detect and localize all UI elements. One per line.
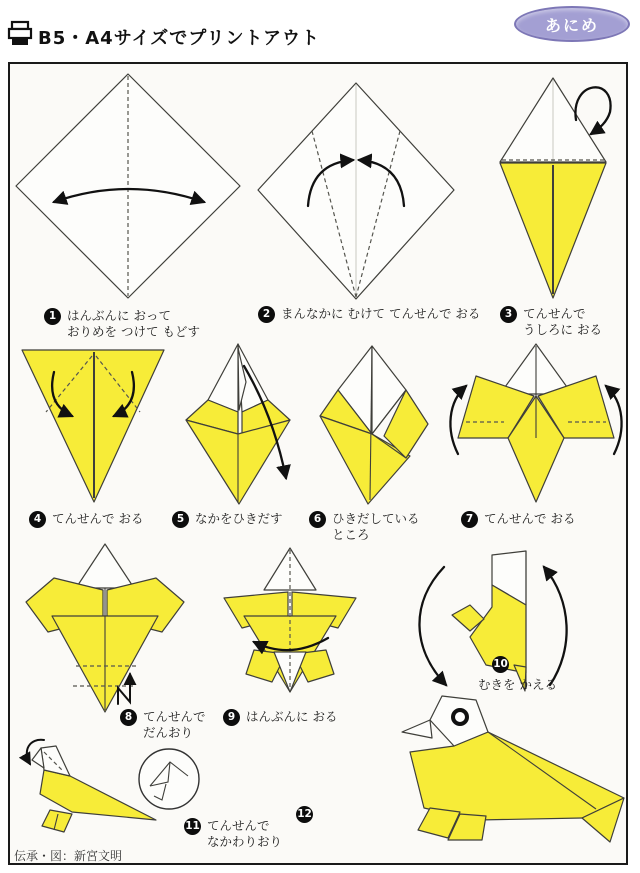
bird-eye: [453, 710, 467, 724]
step-10-caption: 10 むきを かえる: [492, 656, 557, 693]
step-12-caption: [296, 806, 313, 823]
step-7-number: 7: [461, 511, 478, 528]
anime-tag-badge[interactable]: あにめ: [514, 6, 630, 42]
step-8-caption: 8 てんせんで だんおり: [120, 709, 206, 742]
step-12-number: 12: [296, 806, 313, 823]
step-7-caption: 7 てんせんで おる: [461, 511, 575, 528]
step-9-diagram: [206, 542, 374, 704]
step-1-number: 1: [44, 308, 61, 325]
step-3-caption: 3 てんせんで うしろに おる: [500, 306, 602, 339]
step-11-caption: 11 てんせんで なかわりおり: [185, 818, 283, 850]
step-9-caption: 9 はんぶんに おる: [223, 709, 337, 726]
step-8-number: 8: [120, 709, 137, 726]
step-5-caption: 5 なかをひきだす: [172, 511, 283, 528]
step-4-caption: 4 てんせんで おる: [29, 511, 143, 528]
step-7-diagram: [444, 338, 628, 510]
step-10-number: 10: [492, 656, 509, 673]
step-6-caption: 6 ひきだしている ところ: [309, 511, 420, 544]
step-1-caption: 1 はんぶんに おって おりめを つけて もどす: [44, 308, 200, 341]
step-8-diagram: [16, 538, 194, 718]
step-11-detail-inset: [136, 746, 202, 812]
step-3-number: 3: [500, 306, 517, 323]
step-4-diagram: [14, 340, 172, 510]
step-4-number: 4: [29, 511, 46, 528]
rotate-arrow-icon: [419, 567, 446, 685]
credit-text: 伝承・図：新宮文明: [14, 849, 123, 863]
step-2-number: 2: [258, 306, 275, 323]
step-5-diagram: [176, 338, 304, 510]
step-11-number: 11: [184, 818, 201, 835]
step-9-number: 9: [223, 709, 240, 726]
printer-icon: [7, 20, 33, 48]
page-title: B5・A4サイズでプリントアウト: [38, 28, 320, 49]
step-12-diagram: [386, 690, 628, 858]
step-6-number: 6: [309, 511, 326, 528]
step-5-number: 5: [172, 511, 189, 528]
step-2-caption: 2 まんなかに むけて てんせんで おる: [258, 306, 480, 323]
step-6-diagram: [310, 338, 438, 510]
step-1-diagram: [10, 68, 248, 306]
step-3-diagram: [478, 66, 628, 314]
step-2-diagram: [253, 78, 461, 306]
